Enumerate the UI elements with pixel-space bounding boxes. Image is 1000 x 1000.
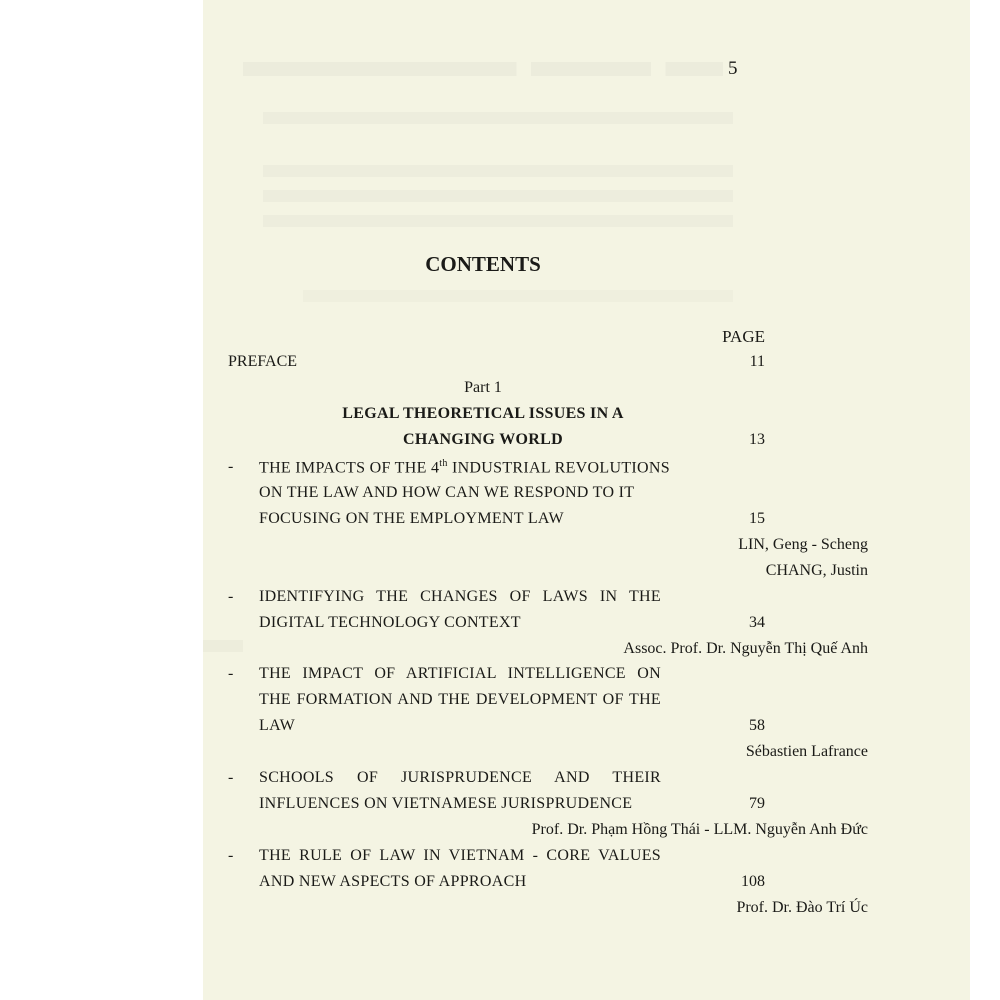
entry-bullet: - xyxy=(228,458,234,475)
bleed-through-decoration xyxy=(263,165,733,177)
entry-author: Prof. Dr. Phạm Hồng Thái - LLM. Nguyễn Anh Đức xyxy=(531,821,868,838)
entry-title-line: ON THE LAW AND HOW CAN WE RESPOND TO IT xyxy=(259,484,635,501)
entry-title-line: THE IMPACT OF ARTIFICIAL INTELLIGENCE ON xyxy=(259,665,661,682)
page-column-label: PAGE xyxy=(722,327,765,346)
entry-page: 34 xyxy=(749,614,765,631)
entry-title-line: THE IMPACTS OF THE 4th INDUSTRIAL REVOLUTIONS xyxy=(259,458,670,477)
entry-title-line: SCHOOLS OF JURISPRUDENCE AND THEIR xyxy=(259,769,661,786)
bleed-through-decoration xyxy=(263,215,733,227)
contents-heading: CONTENTS xyxy=(425,252,541,276)
entry-title-line: AND NEW ASPECTS OF APPROACH xyxy=(259,873,527,890)
entry-title-line: FOCUSING ON THE EMPLOYMENT LAW xyxy=(259,510,564,527)
entry-author: Sébastien Lafrance xyxy=(745,743,868,760)
preface-title: PREFACE xyxy=(228,353,298,370)
bleed-through-decoration xyxy=(243,62,723,76)
entry-author: Assoc. Prof. Dr. Nguyễn Thị Quế Anh xyxy=(623,640,868,657)
entry-bullet: - xyxy=(228,769,234,786)
entry-title-line: THE FORMATION AND THE DEVELOPMENT OF THE xyxy=(259,691,661,708)
entry-title-line: THE RULE OF LAW IN VIETNAM - CORE VALUES xyxy=(259,847,661,864)
entry-page: 79 xyxy=(749,795,765,812)
entry-page: 58 xyxy=(749,717,765,734)
bleed-through-decoration xyxy=(263,112,733,124)
entry-title-line: LAW xyxy=(259,717,296,734)
bleed-through-decoration xyxy=(203,640,243,652)
part-page: 13 xyxy=(749,431,765,448)
preface-page: 11 xyxy=(749,353,765,370)
page-number: 5 xyxy=(728,58,738,79)
part-title-line1: LEGAL THEORETICAL ISSUES IN A xyxy=(342,405,624,422)
part-label: Part 1 xyxy=(464,379,502,396)
entry-title-line: IDENTIFYING THE CHANGES OF LAWS IN THE xyxy=(259,588,661,605)
entry-author: CHANG, Justin xyxy=(765,562,868,579)
entry-author: LIN, Geng - Scheng xyxy=(738,536,868,553)
bleed-through-decoration xyxy=(303,290,733,302)
entry-page: 15 xyxy=(749,510,765,527)
entry-bullet: - xyxy=(228,847,234,864)
entry-bullet: - xyxy=(228,588,234,605)
entry-title-line: INFLUENCES ON VIETNAMESE JURISPRUDENCE xyxy=(259,795,633,812)
entry-page: 108 xyxy=(741,873,765,890)
part-title-line2: CHANGING WORLD xyxy=(403,431,563,448)
entry-author: Prof. Dr. Đào Trí Úc xyxy=(736,899,868,916)
entry-bullet: - xyxy=(228,665,234,682)
entry-title-line: DIGITAL TECHNOLOGY CONTEXT xyxy=(259,614,521,631)
book-page xyxy=(203,0,970,1000)
bleed-through-decoration xyxy=(263,190,733,202)
